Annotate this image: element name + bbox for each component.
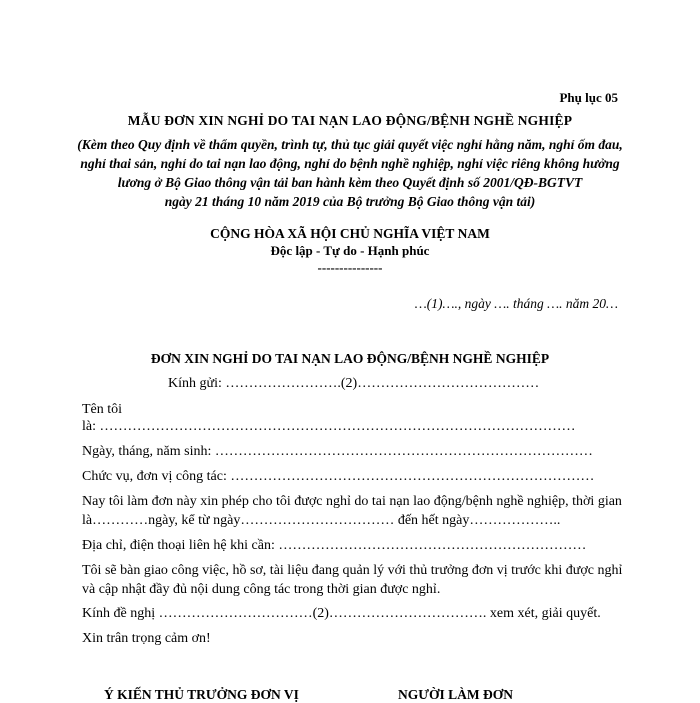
appendix-label: Phụ lục 05 [559, 90, 618, 105]
supervisor-signature-heading: Ý KIẾN THỦ TRƯỞNG ĐƠN VỊ [104, 687, 299, 702]
motto-underline: --------------- [317, 260, 383, 275]
request-line: Kính đề nghị ……………………………(2)……………………………. xem xét, giải quyết. [82, 606, 601, 621]
leave-duration-field: là…………ngày, kể từ ngày…………………………… đến hết ngày……………….. [82, 513, 561, 528]
note-line: nghỉ thai sản, nghỉ do tai nạn lao động, nghỉ do bệnh nghề nghiệp, nghỉ việc riêng không hưởng [80, 156, 620, 171]
leave-request-text: Nay tôi làm đơn này xin phép cho tôi được nghỉ do tai nạn lao động/bệnh nghề nghiệp, thời gian [82, 494, 622, 509]
note-line: lương ở Bộ Giao thông vận tải ban hành kèm theo Quyết định số 2001/QĐ-BGTVT [117, 175, 583, 190]
recipient-line: Kính gửi: …………………….(2)………………………………… [168, 376, 540, 391]
position-field: Chức vụ, đơn vị công tác: …………………………………………………………………… [82, 469, 595, 484]
handover-text: Tôi sẽ bàn giao công việc, hồ sơ, tài liệu đang quản lý với thủ trưởng đơn vị trước khi được nghỉ [82, 563, 623, 578]
form-title: MẪU ĐƠN XIN NGHỈ DO TAI NẠN LAO ĐỘNG/BỆNH NGHỀ NGHIỆP [127, 113, 573, 128]
note-line: (Kèm theo Quy định về thẩm quyền, trình tự, thủ tục giải quyết việc nghỉ hằng năm, nghỉ ốm đau, [77, 137, 623, 152]
applicant-signature-heading: NGƯỜI LÀM ĐƠN [398, 687, 513, 702]
letter-title: ĐƠN XIN NGHỈ DO TAI NẠN LAO ĐỘNG/BỆNH NGHỀ NGHIỆP [150, 351, 550, 366]
national-motto: Độc lập - Tự do - Hạnh phúc [270, 243, 430, 258]
national-heading: CỘNG HÒA XÃ HỘI CHỦ NGHĨA VIỆT NAM [210, 226, 490, 241]
contact-field: Địa chỉ, điện thoại liên hệ khi cần: ………………………………………………………… [82, 538, 587, 553]
birthdate-field: Ngày, tháng, năm sinh: ……………………………………………………………………… [82, 444, 593, 459]
handover-text: và cập nhật đầy đủ nội dung công tác trong thời gian được nghỉ. [82, 582, 441, 597]
thanks-line: Xin trân trọng cảm ơn! [82, 631, 211, 646]
place-date-line: …(1)…., ngày …. tháng …. năm 20… [414, 296, 618, 311]
name-field: là: ………………………………………………………………………………………… [82, 419, 576, 434]
note-line: ngày 21 tháng 10 năm 2019 của Bộ trưởng Bộ Giao thông vận tải) [164, 194, 536, 209]
name-label: Tên tôi [82, 402, 123, 417]
